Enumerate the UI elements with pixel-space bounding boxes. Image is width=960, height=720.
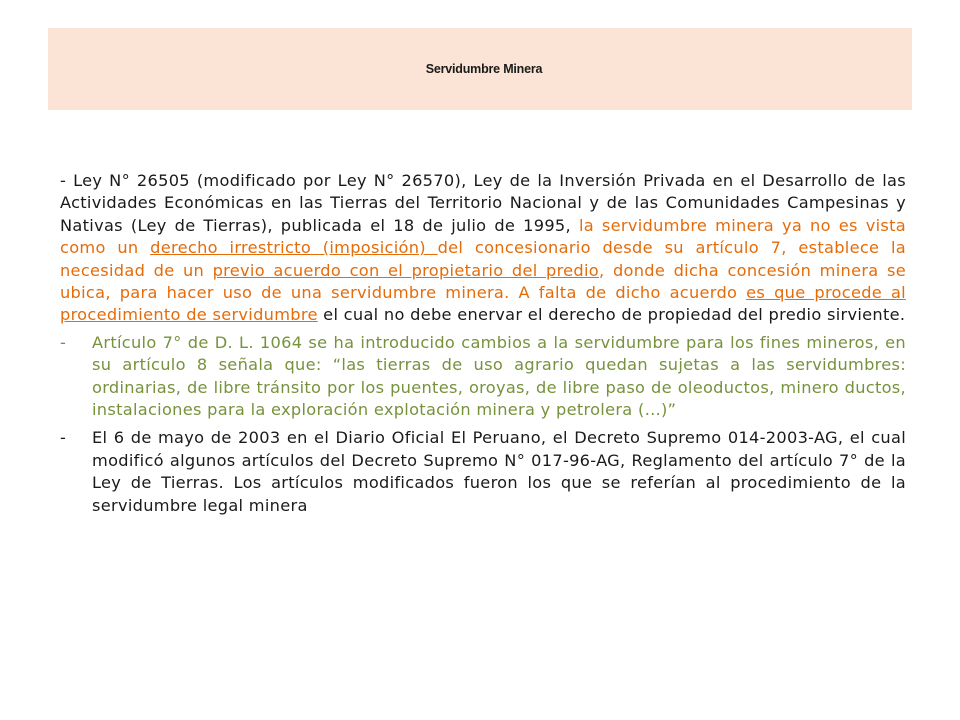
para1-underlined-acuerdo: previo acuerdo con el propietario del predio (212, 260, 600, 280)
slide-body (60, 170, 906, 523)
dash-marker: - (60, 332, 67, 352)
para1-intro: - Ley N° 26505 (modificado por Ley N° 26570), Ley de la Inversión Privada en el Desarrollo de las Actividades Económicas en las Tierras del Territorio Nacional y de las Comunidades Campesinas y Nativas (Ley de Tierras), publicada el 18 de julio de 1995, (60, 171, 906, 235)
bullet-item-dl-1064 (60, 332, 906, 422)
dash-marker: - (60, 428, 67, 448)
para1-orange-text-2: del concesionario desde su artículo 7, establece la necesidad de un (60, 238, 907, 280)
bullet-item-ds-014-2003 (60, 427, 906, 517)
para1-orange-text-3: , donde dicha concesión minera se ubica, para hacer uso de una servidumbre minera. A falta de dicho acuerdo (60, 260, 906, 303)
bullet-list (60, 332, 906, 517)
paragraph-ley-26505 (60, 170, 906, 327)
para1-closing: el cual no debe enervar el derecho de propiedad del predio sirviente. (317, 305, 906, 325)
slide-title: Servidumbre Minera (425, 62, 543, 76)
para1-underlined-procedimiento: es que procede al procedimiento de servidumbre (60, 283, 906, 325)
title-band (48, 28, 912, 110)
para1-orange-text: la servidumbre minera ya no es vista como un (60, 215, 906, 258)
bullet-text: Artículo 7° de D. L. 1064 se ha introducido cambios a la servidumbre para los fines mineros, en su artículo 8 señala que: “las tierras de uso agrario quedan sujetas a las servidumbres: ordinarias, de libre tránsito por los puentes, oroyas, de libre paso de oleoductos, minero ductos, instalaciones para la exploración explotación minera y petrolera (…)” (92, 332, 906, 420)
para1-underlined-derecho: derecho irrestricto (imposición) (150, 238, 438, 258)
bullet-text: El 6 de mayo de 2003 en el Diario Oficial El Peruano, el Decreto Supremo 014-2003-AG, el cual modificó algunos artículos del Decreto Supremo N° 017-96-AG, Reglamento del artículo 7° de la Ley de Tierras. Los artículos modificados fueron los que se referían al procedimiento de la servidumbre legal minera (92, 428, 906, 515)
